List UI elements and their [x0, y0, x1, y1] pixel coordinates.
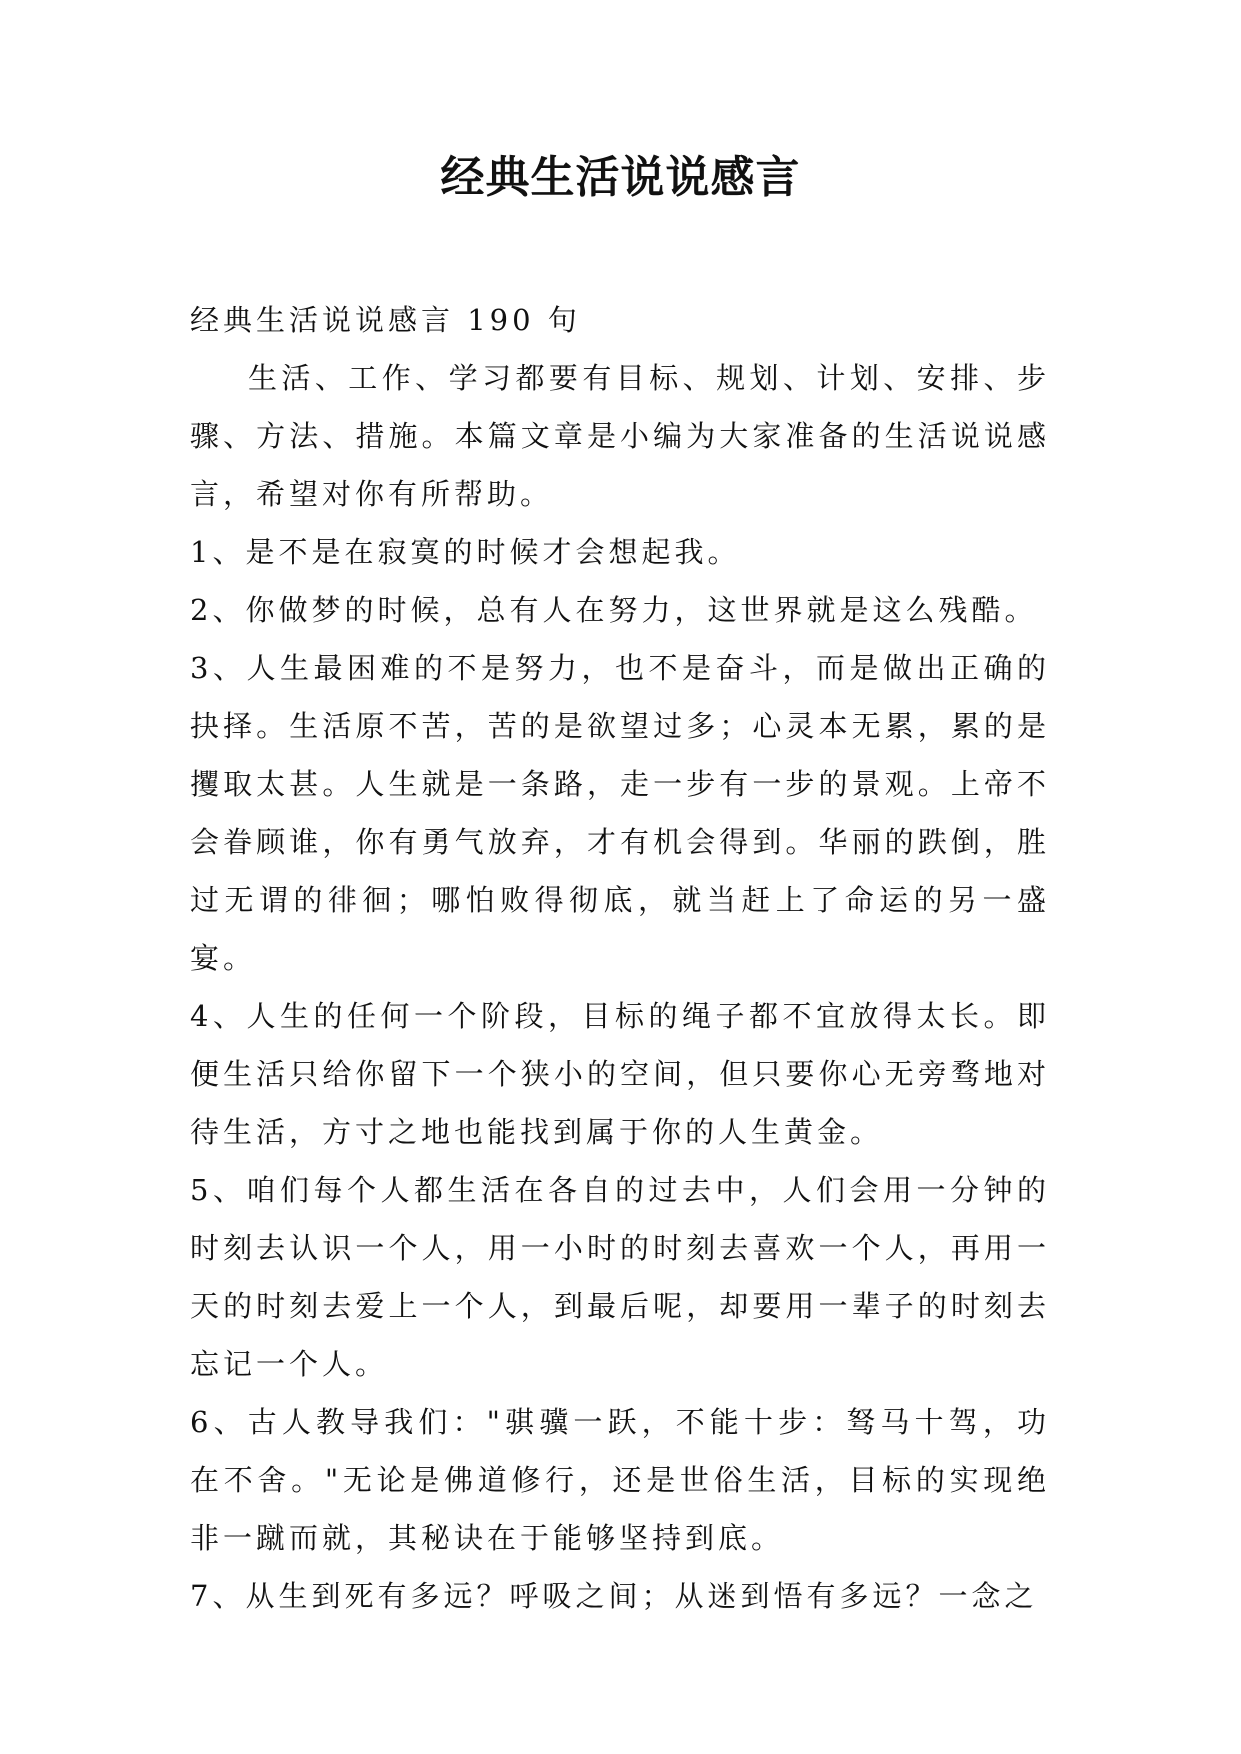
document-title: 经典生活说说感言	[440, 152, 801, 203]
list-item: 7、从生到死有多远？呼吸之间；从迷到悟有多远？一念之	[190, 1579, 1038, 1613]
list-item: 4、人生的任何一个阶段，目标的绳子都不宜放得太长。即便生活只给你留下一个狭小的空间，但只要你心无旁骛地对待生活，方寸之地也能找到属于你的人生黄金。	[190, 999, 1050, 1149]
intro-paragraph: 生活、工作、学习都要有目标、规划、计划、安排、步骤、方法、措施。本篇文章是小编为大家准备的生活说说感言，希望对你有所帮助。	[190, 361, 1050, 511]
list-item: 1、是不是在寂寞的时候才会想起我。	[190, 535, 741, 569]
list-item: 2、你做梦的时候，总有人在努力，这世界就是这么残酷。	[190, 593, 1038, 627]
document-subtitle: 经典生活说说感言 190 句	[190, 303, 581, 337]
list-item: 3、人生最困难的不是努力，也不是奋斗，而是做出正确的抉择。生活原不苦，苦的是欲望过多；心灵本无累，累的是攫取太甚。人生就是一条路，走一步有一步的景观。上帝不会眷顾谁，你有勇气放弃，才有机会得到。华丽的跌倒，胜过无谓的徘徊；哪怕败得彻底，就当赶上了命运的另一盛宴。	[190, 651, 1050, 975]
list-item: 5、咱们每个人都生活在各自的过去中，人们会用一分钟的时刻去认识一个人，用一小时的时刻去喜欢一个人，再用一天的时刻去爱上一个人，到最后呢，却要用一辈子的时刻去忘记一个人。	[190, 1173, 1050, 1381]
list-item: 6、古人教导我们："骐骥一跃，不能十步：驽马十驾，功在不舍。"无论是佛道修行，还是世俗生活，目标的实现绝非一蹴而就，其秘诀在于能够坚持到底。	[190, 1405, 1050, 1555]
document-body	[190, 291, 1050, 1625]
